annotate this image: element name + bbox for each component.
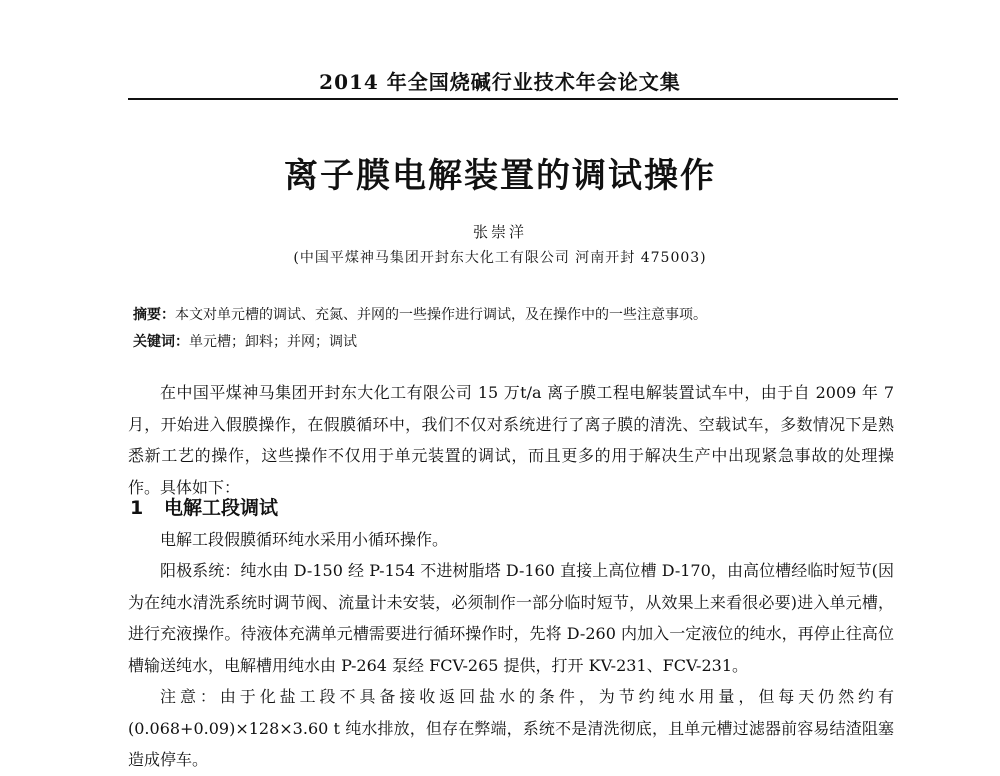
paper-title: 离子膜电解装置的调试操作	[284, 156, 716, 196]
section-title: 电解工段调试	[164, 497, 279, 519]
intro-paragraph: 在中国平煤神马集团开封东大化工有限公司 15 万t/a 离子膜工程电解装置试车中，由于自 2009 年 7 月，开始进入假膜操作，在假膜循环中，我们不仅对系统进行了离子膜的清洗、空载试车，多数情况下是熟悉新工艺的操作，这些操作不仅用于单元装置的调试，而且更多的用于解决生产中出现紧急事故的处理操作。具体如下：	[128, 383, 894, 497]
keywords	[133, 331, 357, 351]
keywords-text: 单元槽；卸料；并网；调试	[189, 334, 357, 350]
keywords-label: 关键词：	[133, 334, 189, 350]
section-paragraph-3: 注意：由于化盐工段不具备接收返回盐水的条件，为节约纯水用量，但每天仍然约有(0.068+0.09)×128×3.60 t 纯水排放，但存在弊端，系统不是清洗彻底，且单元槽过滤器前容易结渣阻塞造成停车。	[128, 687, 894, 769]
author-name: 张崇洋	[472, 223, 527, 241]
section-paragraph-1: 电解工段假膜循环纯水采用小循环操作。	[160, 530, 449, 549]
abstract-label: 摘要：	[133, 307, 175, 323]
section-heading	[130, 493, 278, 520]
section-number: 1	[130, 497, 144, 519]
abstract	[133, 304, 707, 324]
journal-header: 2014 年全国烧碱行业技术年会论文集	[319, 70, 681, 94]
author-affiliation: (中国平煤神马集团开封东大化工有限公司 河南开封 475003)	[293, 250, 707, 266]
section-paragraph-2: 阳极系统：纯水由 D-150 经 P-154 不进树脂塔 D-160 直接上高位槽 D-170，由高位槽经临时短节(因为在纯水清洗系统时调节阀、流量计未安装，必须制作一部分临时短节，从效果上来看很必要)进入单元槽，进行充液操作。待液体充满单元槽需要进行循环操作时，先将 D-260 内加入一定液位的纯水，再停止往高位槽输送纯水，电解槽用纯水由 P-264 泵经 FCV-265 提供，打开 KV-231、FCV-231。	[128, 561, 894, 675]
abstract-text: 本文对单元槽的调试、充氮、并网的一些操作进行调试，及在操作中的一些注意事项。	[175, 307, 707, 323]
header-divider	[128, 98, 898, 100]
